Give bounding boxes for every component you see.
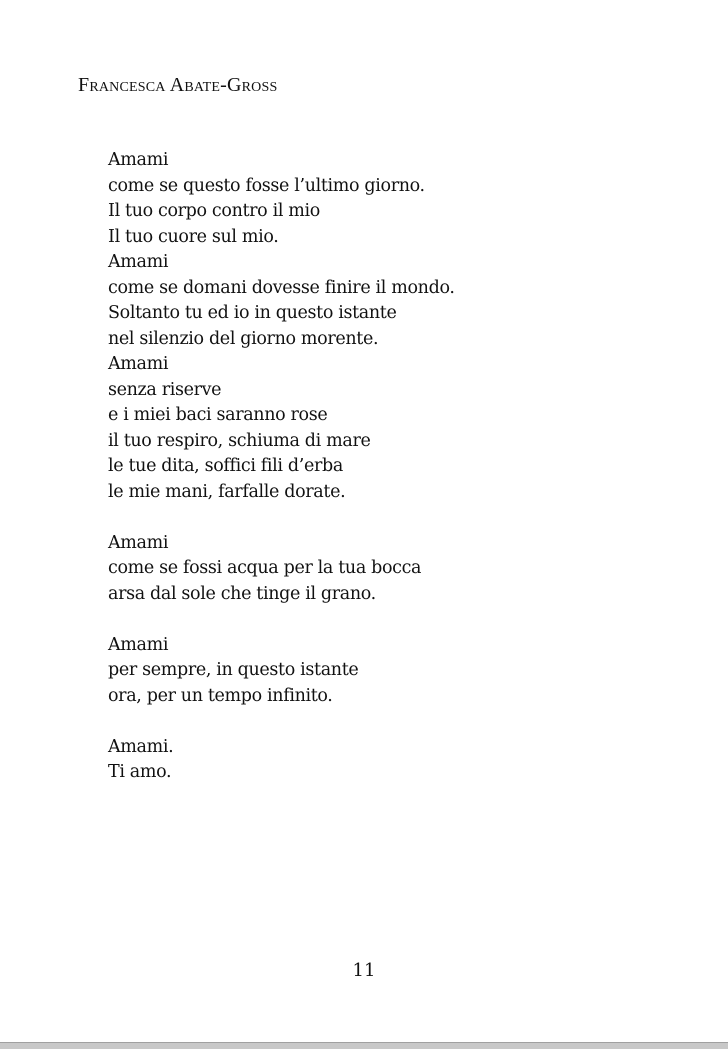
stanza xyxy=(108,735,708,786)
poem-line: Ti amo. xyxy=(108,762,172,782)
poem-line: Il tuo cuore sul mio. xyxy=(108,226,279,247)
poem-line: nel silenzio del giorno morente. xyxy=(108,328,379,349)
poem-line: le mie mani, farfalle dorate. xyxy=(108,481,346,502)
poem-line: le tue dita, soffici fili d’erba xyxy=(108,456,343,476)
poem-line: come se fossi acqua per la tua bocca xyxy=(108,558,422,578)
page-number: 11 xyxy=(352,960,376,981)
poem-line: come se domani dovesse finire il mondo. xyxy=(108,277,455,298)
poem-line: il tuo respiro, schiuma di mare xyxy=(108,430,371,451)
poem-line: e i miei baci saranno rose xyxy=(108,405,328,425)
stanza xyxy=(108,633,708,710)
stanza xyxy=(108,531,708,608)
poem-line: Amami xyxy=(108,252,169,272)
poem-line: ora, per un tempo infinito. xyxy=(108,685,333,706)
poem xyxy=(108,148,708,811)
poem-line: Soltanto tu ed io in questo istante xyxy=(108,303,397,323)
poem-line: Amami xyxy=(108,532,169,553)
poem-line: arsa dal sole che tinge il grano. xyxy=(108,583,376,604)
poem-line: Amami xyxy=(108,150,169,170)
poem-line: Amami xyxy=(108,354,169,374)
poem-line: per sempre, in questo istante xyxy=(108,660,359,680)
stanza xyxy=(108,148,708,505)
running-head-author: Francesca Abate-Gross xyxy=(78,74,278,96)
poem-line: senza riserve xyxy=(108,379,222,400)
poem-line: Amami xyxy=(108,634,169,655)
poem-line: Il tuo corpo contro il mio xyxy=(108,201,320,221)
poem-line: come se questo fosse l’ultimo giorno. xyxy=(108,175,425,196)
poem-line: Amami. xyxy=(108,736,174,757)
